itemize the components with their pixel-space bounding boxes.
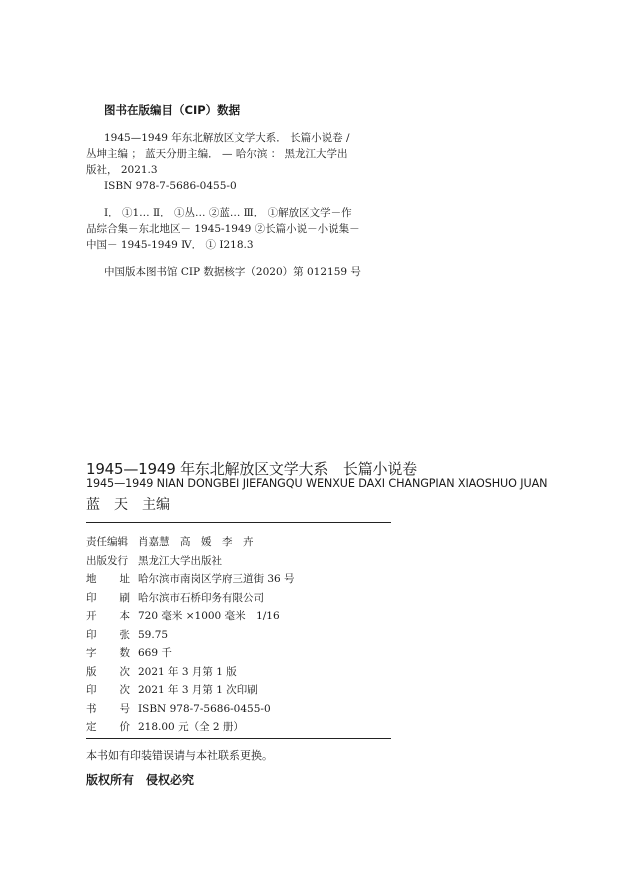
- info-label-char: 价: [119, 721, 130, 733]
- info-label-char: 版: [86, 665, 97, 678]
- cip-isbn-line: ISBN 978-7-5686-0455-0: [104, 180, 237, 192]
- cip-number: 中国版本图书馆 CIP 数据核字（2020）第 012159 号: [104, 266, 361, 278]
- info-value: 哈尔滨市南岗区学府三道街 36 号: [138, 573, 295, 585]
- info-label-char: 字: [86, 647, 97, 659]
- info-value: 669 千: [138, 647, 172, 659]
- info-row: [86, 607, 295, 626]
- cip-subject-line: 中国－ 1945-1949 Ⅳ． ① I218.3: [86, 239, 254, 251]
- info-label: [86, 589, 130, 608]
- cip-record-line: 1945—1949 年东北解放区文学大系． 长篇小说卷 /: [104, 132, 350, 144]
- book-title-pinyin: 1945—1949 NIAN DONGBEI JIEFANGQU WENXUE DAXI CHANGPIAN XIAOSHUO JUAN: [86, 477, 548, 490]
- info-label-char: 开: [86, 610, 97, 622]
- info-label: [86, 718, 130, 737]
- info-label-char: 次: [119, 684, 130, 696]
- info-label: [86, 607, 130, 626]
- info-row: [86, 552, 295, 571]
- cip-subject-line: Ⅰ． ①1… Ⅱ． ①丛… ②蓝… Ⅲ． ①解放区文学－作: [104, 207, 352, 219]
- info-label-char: 次: [119, 665, 130, 678]
- publication-info-table: [86, 533, 295, 737]
- bottom-divider: [86, 738, 391, 739]
- info-label: [86, 570, 130, 589]
- info-label: 责任编辑: [86, 536, 128, 548]
- info-row: [86, 626, 295, 645]
- cip-heading: 图书在版编目（CIP）数据: [104, 103, 241, 117]
- info-label-char: 印: [86, 591, 97, 604]
- info-label-char: 印: [86, 628, 97, 641]
- info-value: 2021 年 3 月第 1 次印刷: [138, 684, 258, 696]
- replacement-notice: 本书如有印装错误请与本社联系更换。: [86, 749, 273, 762]
- cip-record-line: 丛坤主编 ； 蓝天分册主编． — 哈尔滨 ： 黑龙江大学出: [86, 148, 348, 160]
- info-value: 59.75: [138, 628, 169, 641]
- info-label: [86, 681, 130, 700]
- info-value: 218.00 元（全 2 册）: [138, 721, 244, 733]
- info-label-char: 印: [86, 684, 97, 696]
- info-label-char: 号: [119, 702, 130, 715]
- info-label-char: 定: [86, 721, 97, 733]
- info-label: 出版发行: [86, 554, 128, 567]
- book-title: 1945—1949 年东北解放区文学大系 长篇小说卷: [86, 460, 417, 478]
- info-value: 2021 年 3 月第 1 版: [138, 665, 237, 678]
- cip-record-line: 版社， 2021.3: [86, 164, 158, 176]
- info-label-char: 张: [119, 628, 130, 641]
- copyright-statement: 版权所有 侵权必究: [86, 773, 195, 787]
- info-row: [86, 681, 295, 700]
- info-row: [86, 718, 295, 737]
- info-label-char: 书: [86, 702, 97, 715]
- info-row: [86, 663, 295, 682]
- info-label: [86, 626, 130, 645]
- info-value: 肖嘉慧 高 媛 李 卉: [138, 536, 254, 548]
- info-label-char: 数: [119, 647, 130, 659]
- info-label-char: 址: [119, 573, 130, 585]
- info-value: 720 毫米 ×1000 毫米 1/16: [138, 610, 280, 622]
- info-value: ISBN 978-7-5686-0455-0: [138, 702, 271, 715]
- cip-subject-line: 品综合集－东北地区－ 1945-1949 ②长篇小说－小说集－: [86, 223, 360, 235]
- info-label: [86, 644, 130, 663]
- info-value: 黑龙江大学出版社: [138, 554, 222, 567]
- top-divider: [86, 522, 391, 523]
- info-row: [86, 589, 295, 608]
- info-label-char: 刷: [119, 591, 130, 604]
- info-value: 哈尔滨市石桥印务有限公司: [138, 591, 264, 604]
- info-label: [86, 700, 130, 719]
- info-label-char: 地: [86, 573, 97, 585]
- info-row: [86, 570, 295, 589]
- info-label-char: 本: [119, 610, 130, 622]
- info-label: [86, 663, 130, 682]
- book-editor: 蓝 天 主编: [86, 497, 170, 513]
- info-row: [86, 533, 295, 552]
- info-row: [86, 644, 295, 663]
- info-row: [86, 700, 295, 719]
